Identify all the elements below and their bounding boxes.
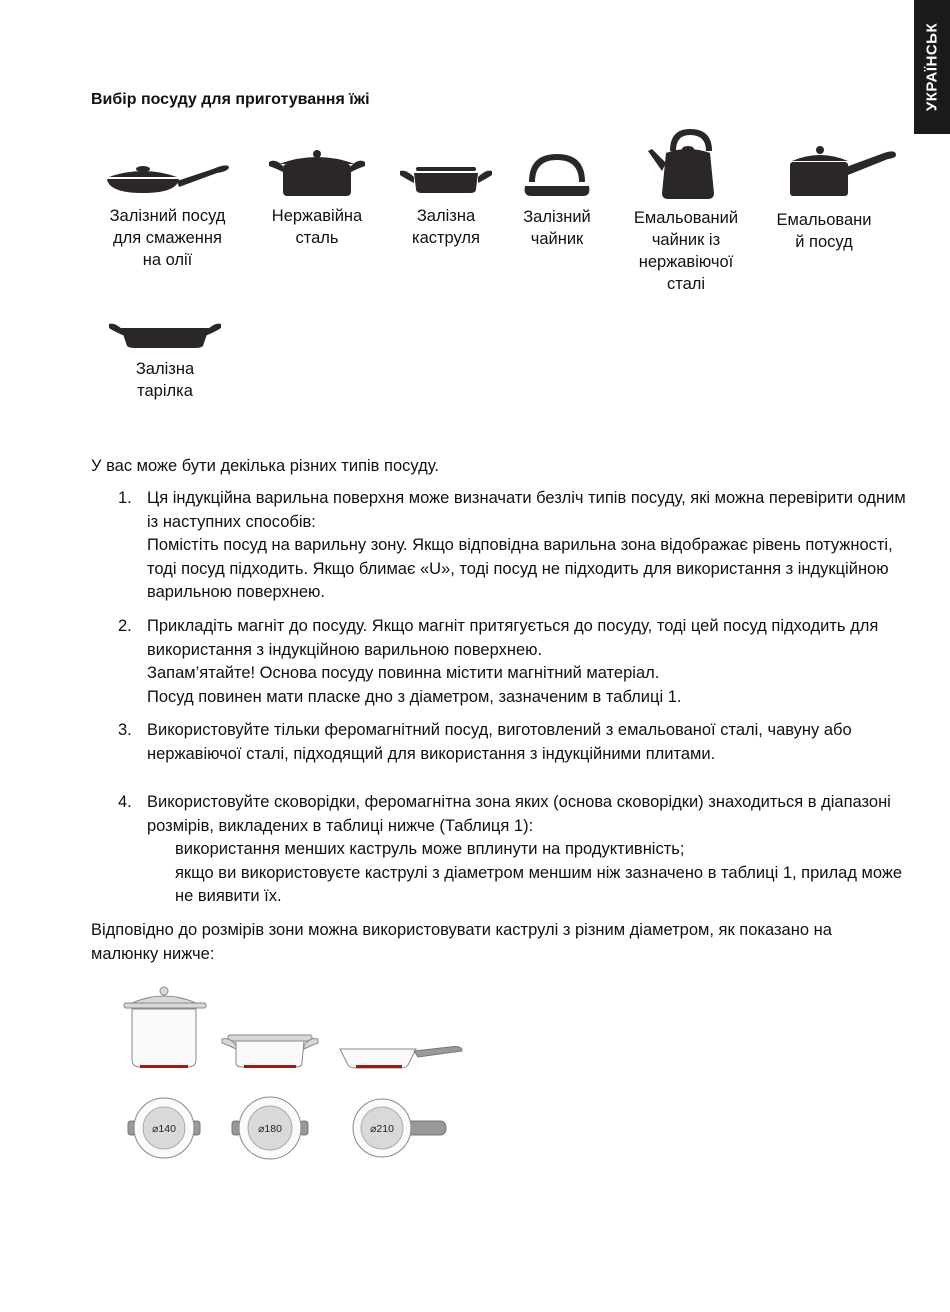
enamel-saucepan-icon	[788, 145, 898, 197]
language-label: УКРАЇНСЬК	[923, 22, 941, 112]
section-title: Вибір посуду для приготування їжі	[91, 91, 370, 108]
diameter-label: ⌀140	[152, 1123, 176, 1135]
outro-text: Відповідно до розмірів зони можна використовувати каструлі з різним діаметром, як показано на малюнку нижче:	[91, 921, 832, 963]
casserole-icon	[222, 1035, 318, 1068]
diameter-label: ⌀180	[258, 1123, 282, 1135]
iron-plate-icon	[107, 320, 223, 350]
cookware-item-enamel-kettle	[622, 127, 750, 295]
pot-top-view-140	[128, 1098, 200, 1158]
cookware-label: Залізна каструля	[411, 207, 480, 247]
diameter-label: ⌀210	[370, 1123, 394, 1135]
cookware-item-iron-kettle	[512, 150, 602, 250]
cookware-item-stainless	[258, 150, 376, 249]
iron-casserole-icon	[398, 165, 494, 197]
list-text: Помістіть посуд на варильну зону. Якщо відповідна варильна зона відображає рівень потужності, тоді посуд підходить. Якщо блимає «U», тоді посуд не підходить для використання з індукційною варильною поверхнею.	[147, 536, 893, 601]
list-text: Ця індукційна варильна поверхня може визначати безліч типів посуду, які можна перевірити одним із наступних способів:	[147, 489, 906, 531]
intro-text: У вас може бути декілька різних типів посуду.	[91, 457, 439, 475]
iron-kettle-icon	[521, 150, 593, 198]
cookware-label: Залізна тарілка	[135, 360, 195, 400]
pot-top-view-180	[232, 1097, 308, 1159]
cookware-item-casserole	[396, 165, 496, 249]
cookware-label: Емальований чайник із нержавіючої сталі	[633, 209, 739, 293]
list-number: 3.	[118, 721, 132, 739]
list-text: Запам’ятайте! Основа посуду повинна містити магнітний матеріал.	[147, 664, 660, 682]
list-text: Прикладіть магніт до посуду. Якщо магніт притягується до посуду, тоді цей посуд підходить для використання з індукційною варильною поверхнею.	[147, 617, 879, 659]
cookware-item-frying-pan	[95, 155, 240, 271]
pot-diameter-illustration	[100, 985, 470, 1160]
list-text: Використовуйте сковорідки, феромагнітна зона яких (основа сковорідки) знаходиться в діапазоні розмірів, викладених в таблиці нижче (Таблиця 1):	[147, 793, 891, 835]
language-side-tab	[914, 0, 950, 134]
list-subtext: використання менших каструль може вплинути на продуктивність;	[175, 840, 685, 858]
list-number: 2.	[118, 617, 132, 635]
cookware-label: Нержавійна сталь	[271, 207, 363, 247]
list-number: 1.	[118, 489, 132, 507]
frying-pan-icon	[105, 155, 230, 197]
list-subtext: якщо ви використовуєте каструлі з діаметром меншим ніж зазначено в таблиці 1, прилад може не виявити їх.	[175, 863, 903, 905]
skillet-icon	[340, 1047, 462, 1069]
list-number: 4.	[118, 793, 132, 811]
cookware-item-enamel-saucepan	[764, 145, 884, 253]
list-text: Використовуйте тільки феромагнітний посуд, виготовлений з емальованої сталі, чавуну або нержавіючої сталі, підходящий для використання з індукційними плитами.	[147, 721, 852, 763]
pan-top-view-210	[353, 1099, 446, 1157]
stockpot-icon	[124, 987, 206, 1068]
list-text: Посуд повинен мати пласке дно з діаметром, зазначеним в таблиці 1.	[147, 687, 682, 706]
cookware-label: Залізний посуд для смаження на олії	[109, 207, 226, 269]
cookware-label: Емальовани й посуд	[776, 211, 872, 251]
cookware-item-iron-plate	[105, 320, 225, 402]
enamel-kettle-icon	[646, 127, 726, 199]
cookware-label: Залізний чайник	[523, 208, 591, 248]
stainless-pot-icon	[267, 150, 367, 197]
